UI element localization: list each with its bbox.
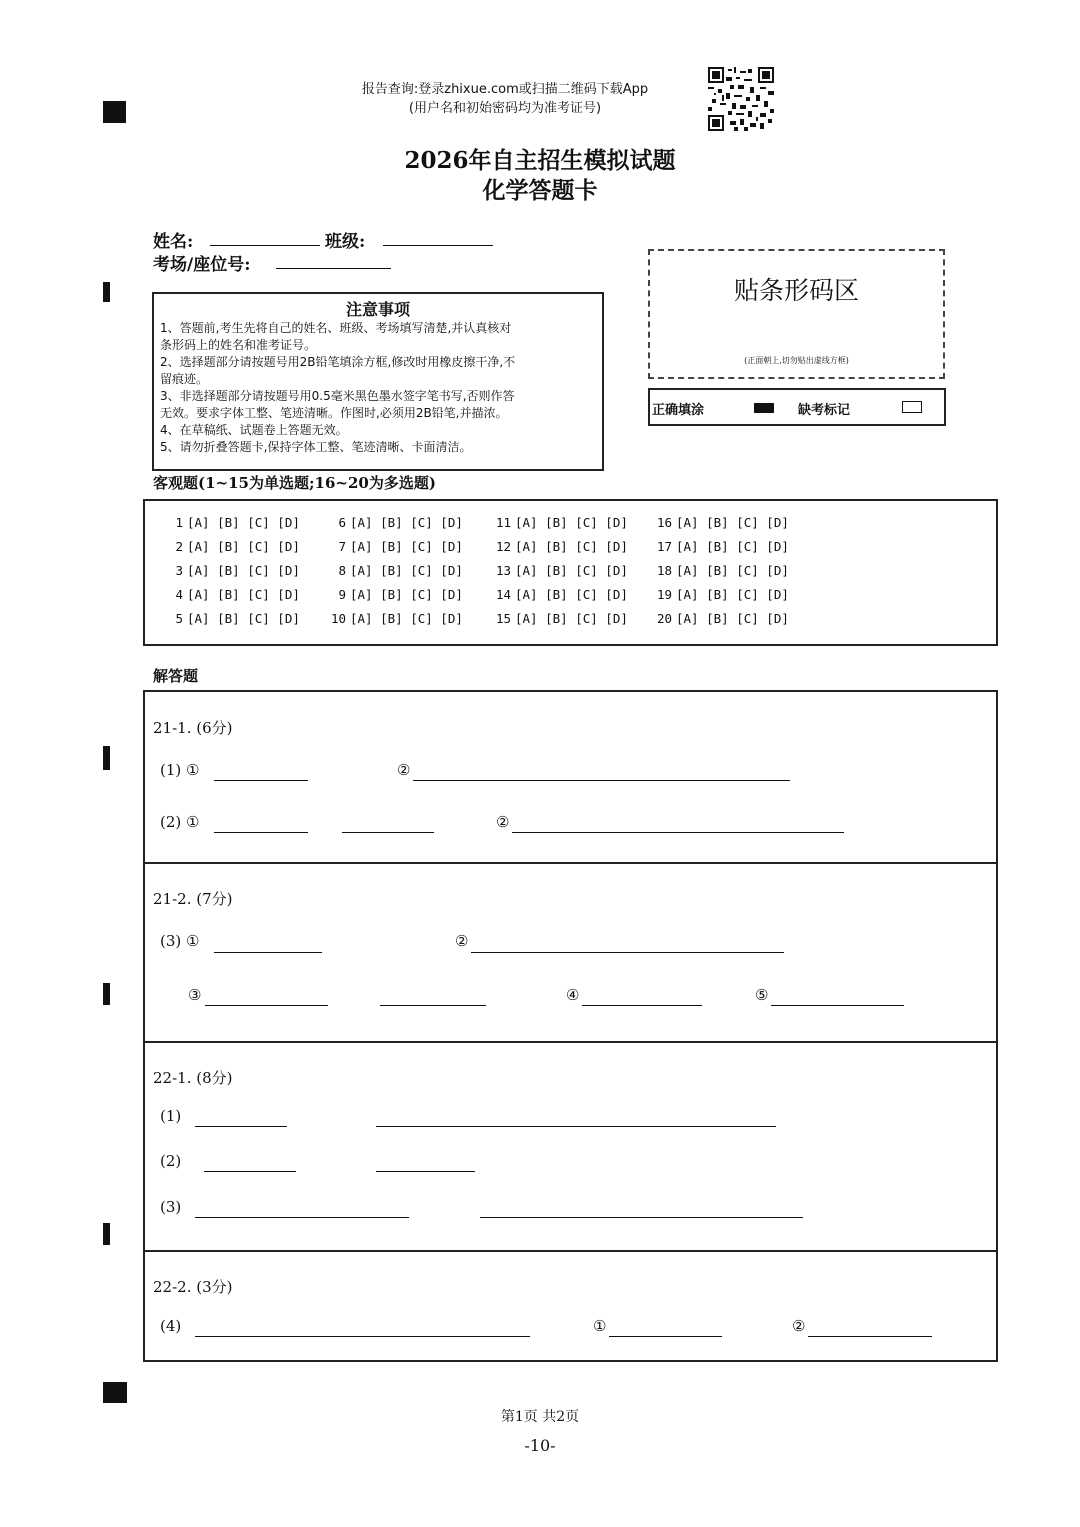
mcq-question[interactable] bbox=[655, 563, 789, 578]
fill-legend bbox=[648, 388, 946, 426]
mcq-question[interactable] bbox=[329, 539, 463, 554]
mcq-question[interactable] bbox=[655, 611, 789, 626]
mcq-choices[interactable]: [A] [B] [C] [D] bbox=[350, 563, 463, 578]
mcq-question[interactable] bbox=[655, 587, 789, 602]
mcq-question[interactable] bbox=[329, 515, 463, 530]
mcq-question[interactable] bbox=[166, 539, 300, 554]
question-22-2-title: 22-2. (3分) bbox=[153, 1278, 233, 1296]
card-title: 化学答题卡 bbox=[482, 177, 598, 204]
mcq-number: 4 bbox=[175, 587, 183, 602]
mcq-question[interactable] bbox=[655, 515, 789, 530]
notice-item: 2、选择题部分请按题号用2B铅笔填涂方框,修改时用橡皮擦干净,不 bbox=[160, 355, 516, 369]
q21-2-part-3-label: (3) ① bbox=[160, 932, 200, 950]
mcq-number: 15 bbox=[495, 611, 511, 626]
mcq-question[interactable] bbox=[494, 611, 628, 626]
mcq-choices[interactable]: [A] [B] [C] [D] bbox=[187, 515, 300, 530]
notice-item: 4、在草稿纸、试题卷上答题无效。 bbox=[160, 423, 348, 437]
absent-mark-label: 缺考标记 bbox=[798, 403, 851, 418]
mcq-choices[interactable]: [A] [B] [C] [D] bbox=[187, 539, 300, 554]
positioning-mark bbox=[103, 1223, 110, 1245]
q22-1-part-2-answer-2[interactable] bbox=[376, 1171, 475, 1172]
q21-2-part-3-answer-2[interactable] bbox=[471, 952, 784, 953]
mcq-question[interactable] bbox=[329, 611, 463, 626]
name-label: 姓名: bbox=[153, 232, 194, 252]
q21-1-part-2-label-2: ② bbox=[496, 813, 510, 831]
q21-2-item-3-label: ③ bbox=[188, 986, 202, 1004]
question-21-2-title: 21-2. (7分) bbox=[153, 890, 233, 908]
q21-1-part-1-answer-2[interactable] bbox=[413, 780, 790, 781]
question-22-1-title: 22-1. (8分) bbox=[153, 1069, 233, 1087]
q21-2-item-4-answer[interactable] bbox=[582, 1005, 702, 1006]
mcq-question[interactable] bbox=[494, 539, 628, 554]
class-field[interactable] bbox=[383, 245, 493, 246]
q22-2-item-2-label: ② bbox=[792, 1317, 806, 1335]
q22-2-part-4-answer-1[interactable] bbox=[195, 1336, 530, 1337]
q21-1-part-1-label: (1) ① bbox=[160, 761, 200, 779]
mcq-choices[interactable]: [A] [B] [C] [D] bbox=[350, 611, 463, 626]
qr-code-icon[interactable] bbox=[708, 67, 774, 131]
section-divider bbox=[145, 862, 996, 864]
mcq-choices[interactable]: [A] [B] [C] [D] bbox=[515, 587, 628, 602]
report-line-1: 报告查询:登录zhixue.com或扫描二维码下载App bbox=[361, 82, 649, 97]
q21-1-part-2-label: (2) ① bbox=[160, 813, 200, 831]
mcq-choices[interactable]: [A] [B] [C] [D] bbox=[515, 539, 628, 554]
positioning-mark bbox=[103, 1382, 127, 1403]
subjective-answer-box bbox=[143, 690, 998, 1362]
q22-1-part-1-answer-1[interactable] bbox=[195, 1126, 287, 1127]
q21-1-part-2-answer-2[interactable] bbox=[342, 832, 434, 833]
mcq-question[interactable] bbox=[329, 587, 463, 602]
q21-2-part-3-answer-1[interactable] bbox=[214, 952, 322, 953]
notice-item: 5、请勿折叠答题卡,保持字体工整、笔迹清晰、卡面清洁。 bbox=[160, 440, 472, 454]
mcq-question[interactable] bbox=[329, 563, 463, 578]
q22-2-item-1-label: ① bbox=[593, 1317, 607, 1335]
barcode-area[interactable] bbox=[648, 249, 945, 379]
barcode-note: (正面朝上,切勿贴出虚线方框) bbox=[744, 356, 849, 365]
correct-fill-label: 正确填涂 bbox=[652, 403, 705, 418]
q21-2-item-3-answer[interactable] bbox=[205, 1005, 328, 1006]
mcq-number: 11 bbox=[495, 515, 511, 530]
report-line-2: (用户名和初始密码均为准考证号) bbox=[408, 101, 602, 116]
q22-1-part-2-answer-1[interactable] bbox=[204, 1171, 296, 1172]
mcq-choices[interactable]: [A] [B] [C] [D] bbox=[515, 515, 628, 530]
notice-box bbox=[152, 292, 604, 471]
mcq-number: 12 bbox=[495, 539, 511, 554]
notice-item: 条形码上的姓名和准考证号。 bbox=[160, 338, 317, 352]
mcq-choices[interactable]: [A] [B] [C] [D] bbox=[676, 563, 789, 578]
mcq-choices[interactable]: [A] [B] [C] [D] bbox=[676, 539, 789, 554]
barcode-title: 贴条形码区 bbox=[733, 276, 859, 305]
mcq-choices[interactable]: [A] [B] [C] [D] bbox=[515, 563, 628, 578]
q22-2-item-2-answer[interactable] bbox=[808, 1336, 932, 1337]
correct-fill-sample bbox=[754, 403, 774, 413]
mcq-number: 1 bbox=[175, 515, 183, 530]
mcq-number: 10 bbox=[330, 611, 346, 626]
mcq-choices[interactable]: [A] [B] [C] [D] bbox=[187, 563, 300, 578]
mcq-choices[interactable]: [A] [B] [C] [D] bbox=[350, 539, 463, 554]
q22-1-part-1-label: (1) bbox=[160, 1107, 182, 1125]
q22-2-item-1-answer[interactable] bbox=[609, 1336, 722, 1337]
mcq-question[interactable] bbox=[166, 611, 300, 626]
absent-mark-box[interactable] bbox=[902, 401, 922, 413]
q21-2-item-5-answer[interactable] bbox=[771, 1005, 904, 1006]
q22-1-part-1-answer-2[interactable] bbox=[376, 1126, 776, 1127]
q22-1-part-3-answer-2[interactable] bbox=[480, 1217, 803, 1218]
notice-item: 1、答题前,考生先将自己的姓名、班级、考场填写清楚,并认真核对 bbox=[160, 321, 512, 335]
mcq-number: 20 bbox=[656, 611, 672, 626]
mcq-choices[interactable]: [A] [B] [C] [D] bbox=[515, 611, 628, 626]
mcq-choices[interactable]: [A] [B] [C] [D] bbox=[350, 515, 463, 530]
page-indicator: 第1页 共2页 bbox=[500, 1409, 580, 1425]
notice-item: 留痕迹。 bbox=[160, 372, 209, 386]
notice-item: 无效。要求字体工整、笔迹清晰。作图时,必须用2B铅笔,并描浓。 bbox=[160, 406, 508, 420]
mcq-number: 19 bbox=[656, 587, 672, 602]
section-divider bbox=[145, 1250, 996, 1252]
mcq-choices[interactable]: [A] [B] [C] [D] bbox=[676, 515, 789, 530]
report-info bbox=[330, 80, 680, 118]
name-field[interactable] bbox=[210, 245, 320, 246]
q21-2-item-5-label: ⑤ bbox=[755, 986, 769, 1004]
mcq-question[interactable] bbox=[494, 563, 628, 578]
mcq-number: 7 bbox=[338, 539, 346, 554]
mcq-question[interactable] bbox=[166, 587, 300, 602]
q21-1-part-2-answer-3[interactable] bbox=[512, 832, 844, 833]
seat-field[interactable] bbox=[276, 268, 391, 269]
mcq-number: 2 bbox=[175, 539, 183, 554]
mcq-number: 13 bbox=[495, 563, 511, 578]
mcq-number: 9 bbox=[338, 587, 346, 602]
question-21-1-title: 21-1. (6分) bbox=[153, 719, 233, 737]
q21-2-item-3-answer-2[interactable] bbox=[380, 1005, 486, 1006]
notice-title: 注意事项 bbox=[345, 300, 410, 319]
mcq-question[interactable] bbox=[166, 563, 300, 578]
positioning-mark bbox=[103, 746, 110, 770]
notice-item: 3、非选择题部分请按题号用0.5毫米黑色墨水签字笔书写,否则作答 bbox=[160, 389, 515, 403]
positioning-mark bbox=[103, 983, 110, 1005]
mcq-choices[interactable]: [A] [B] [C] [D] bbox=[187, 611, 300, 626]
mcq-choices[interactable]: [A] [B] [C] [D] bbox=[350, 587, 463, 602]
seat-label: 考场/座位号: bbox=[153, 255, 251, 275]
mcq-number: 16 bbox=[656, 515, 672, 530]
mcq-number: 5 bbox=[175, 611, 183, 626]
mcq-number: 14 bbox=[495, 587, 511, 602]
q21-1-part-2-answer-1[interactable] bbox=[214, 832, 308, 833]
mcq-choices[interactable]: [A] [B] [C] [D] bbox=[187, 587, 300, 602]
objective-heading: 客观题(1~15为单选题;16~20为多选题) bbox=[153, 474, 436, 492]
q21-2-part-3-label-2: ② bbox=[455, 932, 469, 950]
class-label: 班级: bbox=[325, 232, 366, 252]
mcq-number: 3 bbox=[175, 563, 183, 578]
mcq-choices[interactable]: [A] [B] [C] [D] bbox=[676, 587, 789, 602]
mcq-number: 6 bbox=[338, 515, 346, 530]
exam-title: 2026年自主招生模拟试题 bbox=[404, 147, 676, 174]
mcq-number: 8 bbox=[338, 563, 346, 578]
q22-1-part-3-answer-1[interactable] bbox=[195, 1217, 409, 1218]
positioning-mark bbox=[103, 101, 126, 123]
mcq-question[interactable] bbox=[655, 539, 789, 554]
q21-1-part-1-answer-1[interactable] bbox=[214, 780, 308, 781]
page-title bbox=[340, 146, 740, 206]
subjective-heading: 解答题 bbox=[153, 667, 199, 685]
mcq-question[interactable] bbox=[166, 515, 300, 530]
mcq-number: 18 bbox=[656, 563, 672, 578]
section-divider bbox=[145, 1041, 996, 1043]
mcq-question[interactable] bbox=[494, 587, 628, 602]
q21-2-item-4-label: ④ bbox=[566, 986, 580, 1004]
q21-1-part-1-label-2: ② bbox=[397, 761, 411, 779]
page-number: -10- bbox=[524, 1436, 556, 1455]
mcq-number: 17 bbox=[656, 539, 672, 554]
mcq-choices[interactable]: [A] [B] [C] [D] bbox=[676, 611, 789, 626]
positioning-mark bbox=[103, 282, 110, 302]
q22-2-part-4-label: (4) bbox=[160, 1317, 182, 1335]
q22-1-part-3-label: (3) bbox=[160, 1198, 182, 1216]
q22-1-part-2-label: (2) bbox=[160, 1152, 182, 1170]
mcq-question[interactable] bbox=[494, 515, 628, 530]
